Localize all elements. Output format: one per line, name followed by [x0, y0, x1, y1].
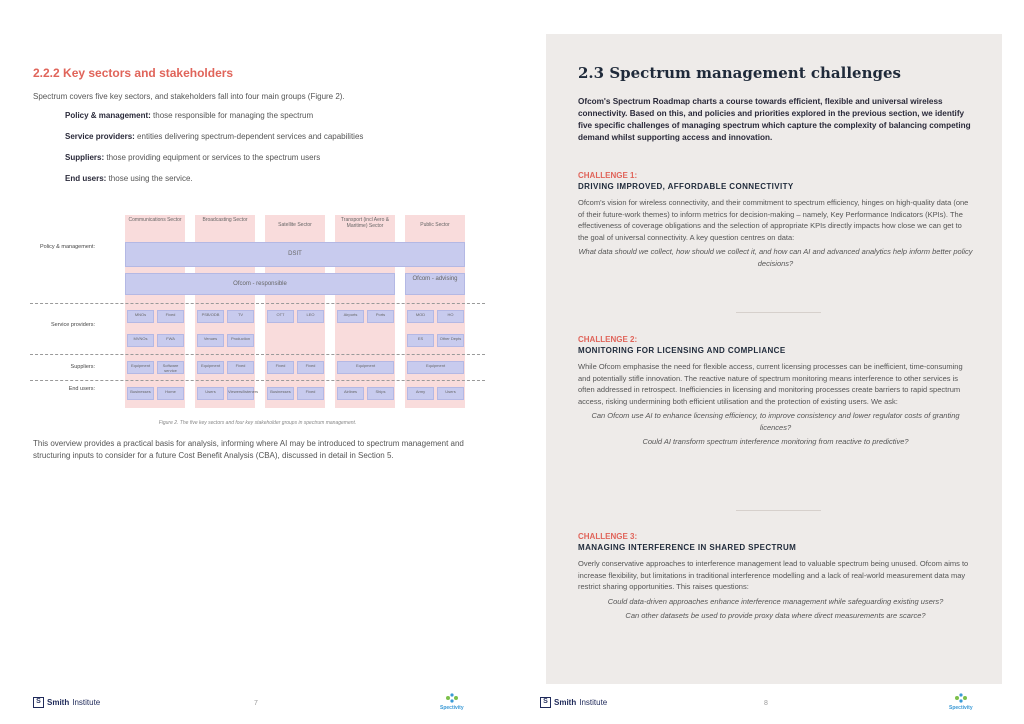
stakeholder-groups — [65, 110, 485, 194]
page-number: 8 — [764, 700, 768, 707]
challenge-body: Overly conservative approaches to interference management lead to valuable spectrum being unused. Ofcom aims to increase flexibility, but limitations in traditional interference modelling and a lack of real-world measurement data may restrict sharing opportunities. This raises questions: — [578, 559, 969, 591]
figure-box: Ports — [367, 310, 394, 323]
sector-header: Satellite Sector — [278, 222, 312, 228]
figure-box: Users — [437, 387, 464, 400]
challenges-panel — [546, 34, 1002, 684]
page-title: 2.3 Spectrum management challenges — [578, 64, 901, 82]
figure-box: TV — [227, 310, 254, 323]
spectivity-logo: Spectivity — [440, 691, 464, 711]
sector-header: Communications Sector — [128, 217, 182, 223]
figure-box: Home — [157, 387, 184, 400]
figure-box: Businesses — [267, 387, 294, 400]
figure-box: Fixed — [297, 387, 324, 400]
brand-mark-icon: S — [33, 697, 44, 708]
brand-mark-icon: S — [540, 697, 551, 708]
figure-box: Businesses — [127, 387, 154, 400]
figure-box: Fixed — [157, 310, 184, 323]
figure-box: ES — [407, 334, 434, 347]
dsit-band: DSIT — [125, 242, 465, 267]
spectivity-logo: Spectivity — [949, 691, 973, 711]
row-divider — [30, 354, 485, 355]
sector-header: Transport (incl Aero & Maritime) Sector — [340, 217, 390, 229]
challenge-3 — [578, 531, 973, 622]
figure-box: Army — [407, 387, 434, 400]
challenge-2 — [578, 334, 973, 448]
row-label-policy: Policy & management: — [39, 244, 95, 250]
divider — [736, 510, 821, 511]
challenge-question: Could AI transform spectrum interference monitoring from reactive to predictive? — [642, 437, 909, 446]
figure-box: Venues — [197, 334, 224, 347]
figure-box: Equipment — [127, 361, 154, 374]
challenge-heading: MONITORING FOR LICENSING AND COMPLIANCE — [578, 346, 786, 355]
figure-box: MVNOs — [127, 334, 154, 347]
sector-header: Public Sector — [420, 222, 450, 228]
figure-box: MNOs — [127, 310, 154, 323]
group-policy: Policy & management: those responsible for managing the spectrum — [65, 111, 314, 120]
challenge-body: While Ofcom emphasise the need for flexible access, current licensing processes can be inefficient, time-consuming and potentially stifle innovation. The reactive nature of spectrum monitoring means interference to other services is often addressed in retrospect. Inefficiencies in licensing and monitoring processes create barriers to rapid spectrum access, risking undermining both efficient utilisation and the protection of existing users. We ask: — [578, 362, 963, 406]
challenge-kicker: CHALLENGE 1: — [578, 171, 638, 180]
row-label-suppliers: Suppliers: — [70, 364, 95, 370]
section-title: 2.2.2 Key sectors and stakeholders — [33, 66, 234, 80]
figure-box: Equipment — [337, 361, 394, 374]
challenge-kicker: CHALLENGE 2: — [578, 335, 638, 344]
divider — [736, 312, 821, 313]
group-suppliers: Suppliers: those providing equipment or services to the spectrum users — [65, 153, 321, 162]
challenge-question: Could data-driven approaches enhance interference management while safeguarding existing users? — [607, 596, 944, 606]
spectivity-icon — [442, 691, 462, 705]
sector-header: Broadcasting Sector — [202, 217, 248, 223]
challenge-heading: DRIVING IMPROVED, AFFORDABLE CONNECTIVITY — [578, 182, 794, 191]
figure-box: Software service — [157, 361, 184, 374]
figure-box: LEO — [297, 310, 324, 323]
figure-box: Equipment — [407, 361, 464, 374]
figure-box: Equipment — [197, 361, 224, 374]
figure-box: Ships — [367, 387, 394, 400]
group-end-users: End users: those using the service. — [65, 174, 193, 183]
spectivity-icon — [951, 691, 971, 705]
figure-caption: Figure 2. The five key sectors and four key stakeholder groups in spectrum management. — [158, 420, 357, 426]
row-label-end-users: End users: — [68, 386, 95, 392]
challenge-question: Can other datasets be used to provide proxy data where direct measurements are scarce? — [625, 611, 926, 620]
challenge-kicker: CHALLENGE 3: — [578, 532, 638, 541]
section-intro: Spectrum covers five key sectors, and stakeholders fall into four main groups (Figure 2). — [33, 92, 345, 101]
challenge-question: Can Ofcom use AI to enhance licensing efficiency, to improve consistency and lower regulator costs of granting licences? — [591, 411, 960, 432]
row-label-service: Service providers: — [50, 322, 95, 328]
figure-box: Airlines — [337, 387, 364, 400]
page-number: 7 — [254, 700, 258, 707]
challenges-intro: Ofcom's Spectrum Roadmap charts a course towards efficient, flexible and universal wireless connectivity. Based on this, and policies and priorities explored in the previous section, we identify five specific challenges of managing spectrum which capture the complexity of balancing competing demand whilst supporting access and innovation. — [578, 97, 971, 142]
figure-box: OTT — [267, 310, 294, 323]
challenge-question: What data should we collect, how should we collect it, and how can AI and advanced analytics help inform better policy decisions? — [578, 247, 973, 268]
figure-box: Users — [197, 387, 224, 400]
challenge-body: Ofcom's vision for wireless connectivity, and their commitment to spectrum efficiency, hinges on high-quality data (one of their future-work themes) to inform metrics for decision-making – namely, Key Performance Indicators (KPIs). The effectiveness of coverage obligations and the selection of appropriate KPIs directly impacts how close we can get to the goal of universal connectivity. A key question centres on data: — [578, 198, 969, 242]
right-page — [512, 0, 1024, 724]
ofcom-responsible-band: Ofcom - responsible — [125, 273, 395, 295]
figure-box: Production — [227, 334, 254, 347]
figure-box: HO — [437, 310, 464, 323]
overview-paragraph: This overview provides a practical basis for analysis, informing where AI may be introduced to spectrum management and structuring inputs to consider for a future Cost Benefit Analysis (CBA), discussed in detail in Section 5. — [33, 439, 464, 460]
challenge-1 — [578, 170, 973, 269]
figure-box: FWA — [157, 334, 184, 347]
figure-box: Fixed — [267, 361, 294, 374]
stakeholder-figure — [30, 210, 485, 426]
figure-box: Fixed — [297, 361, 324, 374]
figure-box: Fixed — [227, 361, 254, 374]
smith-institute-logo: S Smith Institute — [33, 697, 100, 708]
ofcom-advising-band: Ofcom - advising — [405, 273, 465, 295]
figure-box: MOD — [407, 310, 434, 323]
row-divider — [30, 303, 485, 304]
figure-box: Airports — [337, 310, 364, 323]
figure-box: PSB/ODB — [197, 310, 224, 323]
smith-institute-logo: S Smith Institute — [540, 697, 607, 708]
figure-box: Viewers/listeners — [227, 387, 254, 400]
challenge-heading: MANAGING INTERFERENCE IN SHARED SPECTRUM — [578, 543, 797, 552]
row-divider — [30, 380, 485, 381]
group-service-providers: Service providers: entities delivering spectrum-dependent services and capabilities — [65, 132, 364, 141]
figure-box: Other Depts — [437, 334, 464, 347]
